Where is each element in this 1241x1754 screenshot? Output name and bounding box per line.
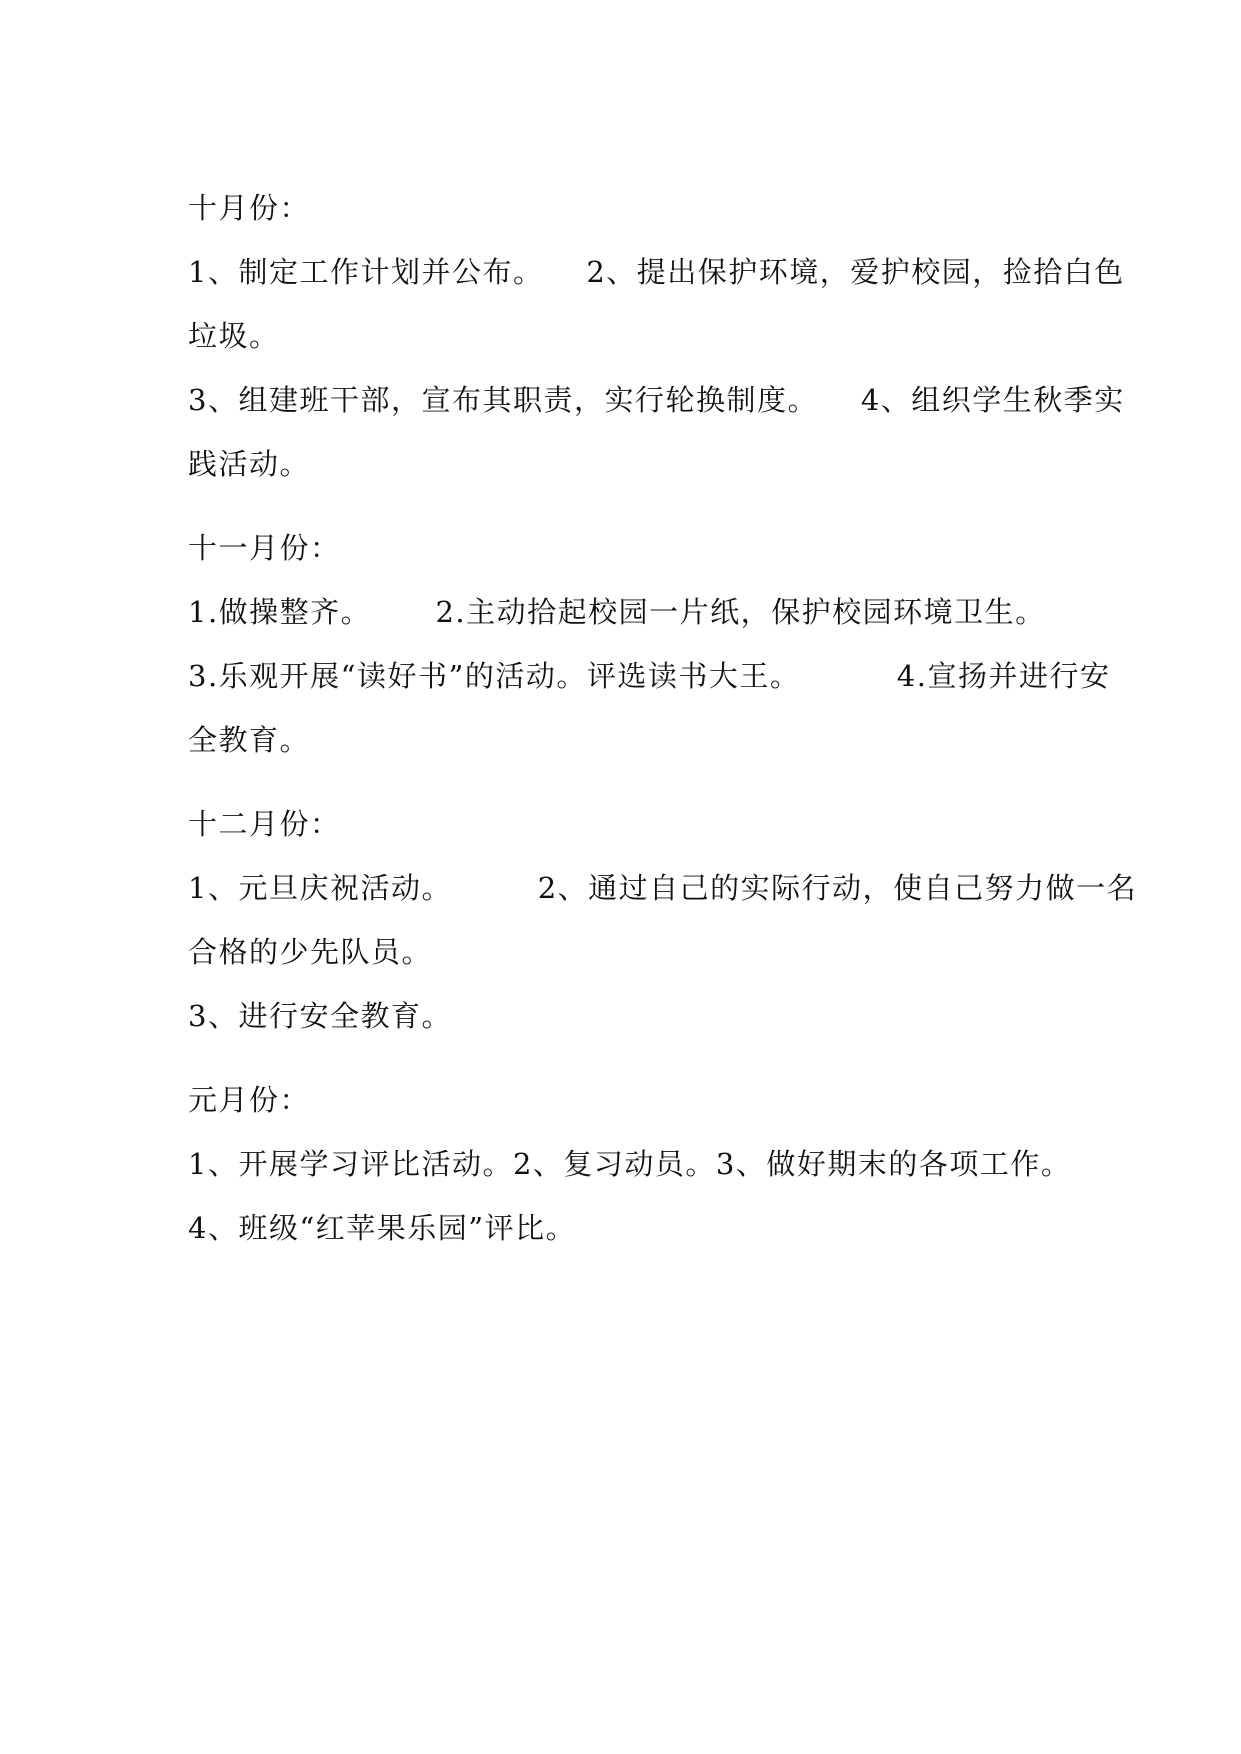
- january-line-1: 1、开展学习评比活动。2、复习动员。3、做好期末的各项工作。: [188, 1147, 1072, 1181]
- section-heading-january: 元月份：: [188, 1083, 311, 1117]
- october-line-2: 垃圾。: [188, 319, 280, 353]
- section-heading-november: 十一月份：: [188, 531, 341, 565]
- november-line-1: 1.做操整齐。 2.主动拾起校园一片纸，保护校园环境卫生。: [188, 595, 1046, 629]
- october-line-1: 1、制定工作计划并公布。 2、提出保护环境，爱护校园，捡拾白色: [188, 255, 1125, 289]
- section-heading-october: 十月份：: [188, 191, 311, 225]
- december-line-3: 3、进行安全教育。: [188, 999, 452, 1033]
- december-line-1: 1、元旦庆祝活动。 2、通过自己的实际行动，使自己努力做一名: [188, 871, 1138, 905]
- november-line-3: 全教育。: [188, 723, 311, 757]
- october-line-3: 3、组建班干部，宣布其职责，实行轮换制度。 4、组织学生秋季实: [188, 383, 1125, 417]
- october-line-4: 践活动。: [188, 447, 311, 481]
- december-line-2: 合格的少先队员。: [188, 935, 433, 969]
- section-heading-december: 十二月份：: [188, 807, 341, 841]
- november-line-2: 3.乐观开展“读好书”的活动。评选读书大王。 4.宣扬并进行安: [188, 659, 1111, 693]
- january-line-2: 4、班级“红苹果乐园”评比。: [188, 1211, 577, 1245]
